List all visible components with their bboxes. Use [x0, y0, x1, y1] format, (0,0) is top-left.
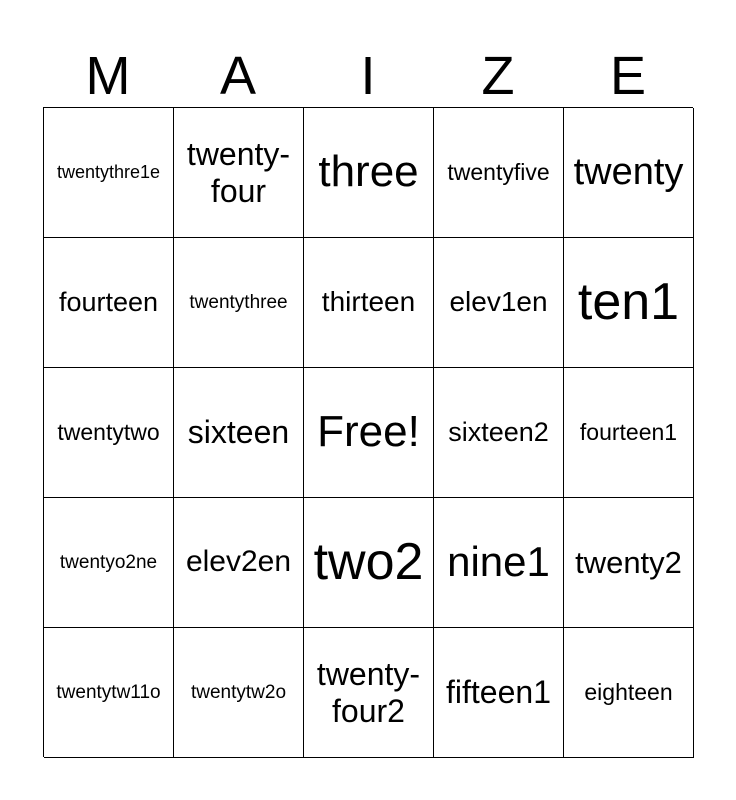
- cell-label: twentyfive: [447, 159, 550, 186]
- bingo-cell[interactable]: [44, 628, 174, 758]
- bingo-cell[interactable]: [304, 238, 434, 368]
- bingo-cell[interactable]: [564, 368, 694, 498]
- cell-label: twentytwo: [57, 419, 160, 446]
- cell-label: elev1en: [449, 286, 548, 318]
- bingo-cell[interactable]: [434, 108, 564, 238]
- cell-label: elev2en: [185, 545, 292, 579]
- bingo-cell[interactable]: [174, 368, 304, 498]
- bingo-cell[interactable]: [44, 368, 174, 498]
- header-letter-i: I: [360, 46, 376, 106]
- bingo-cell[interactable]: [174, 628, 304, 758]
- bingo-cell[interactable]: [304, 628, 434, 758]
- bingo-cell[interactable]: [174, 108, 304, 238]
- bingo-cell[interactable]: [434, 628, 564, 758]
- bingo-cell[interactable]: [564, 238, 694, 368]
- cell-label: twentythree: [189, 291, 288, 313]
- cell-label: twenty- four: [186, 135, 291, 209]
- cell-label: twentytw11o: [56, 681, 161, 703]
- header-letter-a: A: [219, 46, 257, 106]
- bingo-cell[interactable]: [434, 238, 564, 368]
- bingo-cell[interactable]: [44, 238, 174, 368]
- cell-label: three: [318, 147, 419, 197]
- bingo-cell[interactable]: [434, 368, 564, 498]
- bingo-cell[interactable]: [564, 628, 694, 758]
- bingo-cell[interactable]: [174, 238, 304, 368]
- cell-label: twentytw2o: [190, 681, 287, 703]
- cell-label: nine1: [447, 538, 550, 586]
- cell-label: ten1: [577, 272, 680, 331]
- bingo-cell[interactable]: [564, 108, 694, 238]
- header-letter-m: M: [85, 46, 131, 106]
- cell-label: Free!: [317, 407, 420, 457]
- bingo-cell[interactable]: [174, 498, 304, 628]
- cell-label: twenty: [573, 150, 684, 193]
- bingo-cell[interactable]: [304, 498, 434, 628]
- cell-label: twentyo2ne: [59, 551, 158, 573]
- header-letter-e: E: [609, 46, 647, 106]
- cell-label: eighteen: [584, 679, 673, 706]
- cell-label: sixteen2: [448, 416, 549, 447]
- bingo-board: [43, 107, 693, 757]
- cell-label: fourteen: [58, 286, 159, 317]
- free-cell[interactable]: [304, 368, 434, 498]
- cell-label: twenty- four2: [316, 655, 421, 729]
- cell-label: thirteen: [321, 286, 416, 318]
- bingo-cell[interactable]: [434, 498, 564, 628]
- cell-label: two2: [313, 532, 424, 591]
- cell-label: twenty2: [575, 544, 682, 580]
- header-letter-z: Z: [481, 46, 515, 106]
- bingo-cell[interactable]: [44, 498, 174, 628]
- cell-label: sixteen: [187, 414, 290, 451]
- cell-label: fifteen1: [446, 674, 551, 711]
- cell-label: twentythre1e: [56, 162, 161, 183]
- cell-label: fourteen1: [579, 419, 678, 446]
- bingo-cell[interactable]: [564, 498, 694, 628]
- bingo-cell[interactable]: [44, 108, 174, 238]
- bingo-header: [43, 44, 693, 108]
- bingo-cell[interactable]: [304, 108, 434, 238]
